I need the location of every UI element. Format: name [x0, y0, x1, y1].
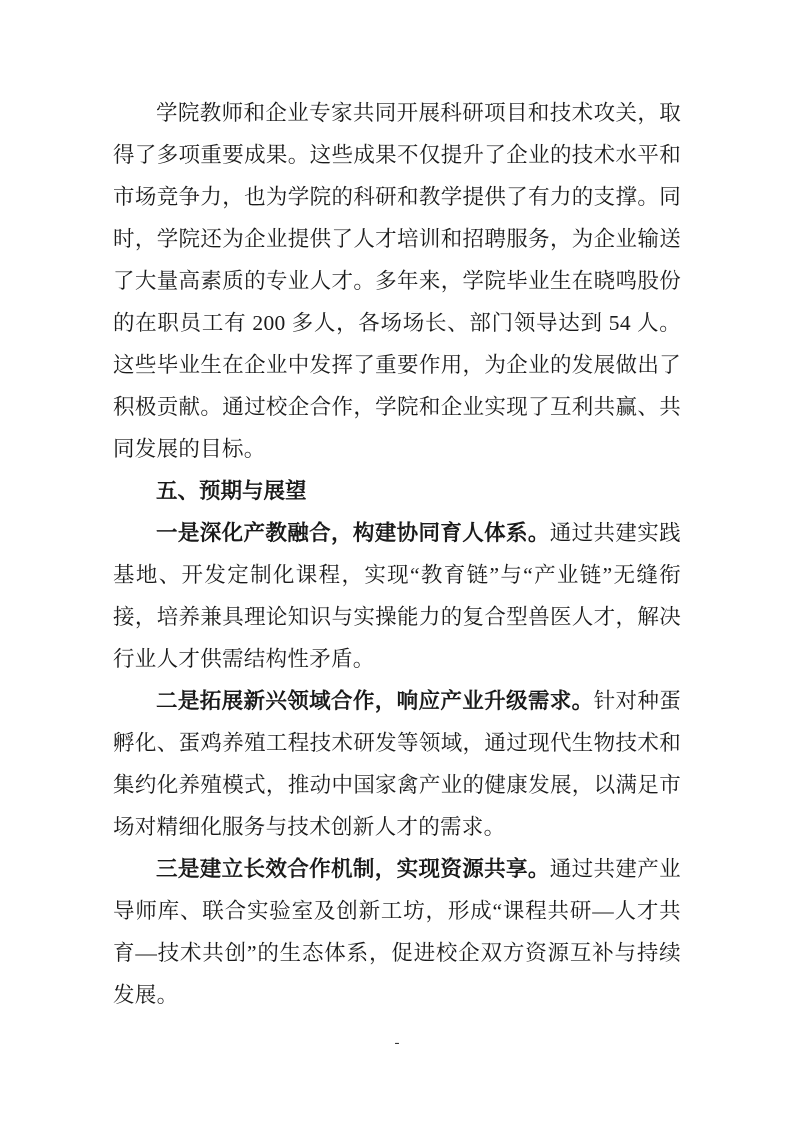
- section-heading: 五、预期与展望: [156, 479, 307, 503]
- list-item-body: 通过共建实践基地、开发定制化课程，实现“教育链”与“产业链”无缝衔接，培养兼具理论知识与实操能力的复合型兽医人才，解决行业人才供需结构性矛盾。: [113, 521, 681, 671]
- list-item: [113, 680, 681, 848]
- list-item: [113, 512, 681, 680]
- list-item-lead: 二是拓展新兴领域合作，响应产业升级需求。: [156, 689, 594, 713]
- page-footer: -: [394, 1035, 400, 1051]
- list-item-body: 通过共建产业导师库、联合实验室及创新工坊，形成“课程共研—人才共育—技术共创”的生态体系，促进校企双方资源互补与持续发展。: [113, 857, 681, 1007]
- list-item-body: 针对种蛋孵化、蛋鸡养殖工程技术研发等领域，通过现代生物技术和集约化养殖模式，推动中国家禽产业的健康发展，以满足市场对精细化服务与技术创新人才的需求。: [113, 689, 681, 839]
- list-item-lead: 三是建立长效合作机制，实现资源共享。: [156, 857, 550, 881]
- document-body: [113, 92, 681, 1016]
- list-item-lead: 一是深化产教融合，构建协同育人体系。: [156, 521, 550, 545]
- paragraph-intro: 学院教师和企业专家共同开展科研项目和技术攻关，取得了多项重要成果。这些成果不仅提升了企业的技术水平和市场竞争力，也为学院的科研和教学提供了有力的支撑。同时，学院还为企业提供了人才培训和招聘服务，为企业输送了大量高素质的专业人才。多年来，学院毕业生在晓鸣股份的在职员工有 200 多人，各场场长、部门领导达到 54 人。这些毕业生在企业中发挥了重要作用，为企业的发展做出了积极贡献。通过校企合作，学院和企业实现了互利共赢、共同发展的目标。: [113, 101, 681, 461]
- list-item: [113, 848, 681, 1016]
